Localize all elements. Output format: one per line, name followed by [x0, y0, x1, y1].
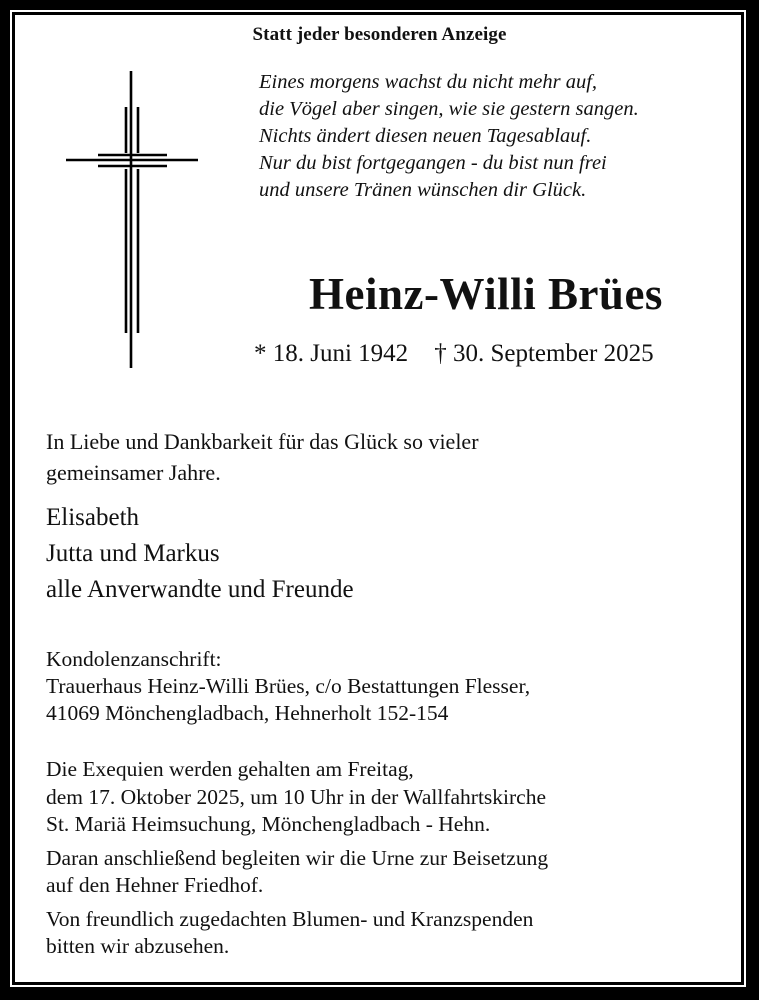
birth-date: * 18. Juni 1942 — [254, 340, 409, 367]
dedication-line: gemeinsamer Jahre. — [46, 460, 221, 485]
flowers-line: Von freundlich zugedachten Blumen- und Kranzspenden — [46, 906, 534, 931]
life-dates — [254, 340, 654, 368]
memorial-poem — [259, 69, 639, 204]
exequies-paragraph — [46, 756, 548, 839]
poem-line: die Vögel aber singen, wie sie gestern sangen. — [259, 98, 639, 120]
exequies-line: Die Exequien werden gehalten am Freitag, — [46, 757, 414, 781]
burial-line: Daran anschließend begleiten wir die Urne zur Beisetzung — [46, 845, 549, 870]
condolence-line: Trauerhaus Heinz-Willi Brües, c/o Bestattungen Flesser, — [46, 674, 531, 698]
dedication-line: In Liebe und Dankbarkeit für das Glück so vieler — [46, 429, 479, 454]
exequies-line: dem 17. Oktober 2025, um 10 Uhr in der Wallfahrtskirche — [46, 784, 547, 809]
service-info — [46, 756, 548, 967]
mourners-list — [46, 500, 354, 608]
burial-paragraph — [46, 845, 548, 900]
burial-line: auf den Hehner Friedhof. — [46, 873, 264, 897]
condolence-line: 41069 Mönchengladbach, Hehnerholt 152-154 — [46, 701, 449, 725]
mourner-name: Jutta und Markus — [46, 540, 220, 567]
exequies-line: St. Mariä Heimsuchung, Mönchengladbach - Hehn. — [46, 812, 491, 836]
condolence-address — [46, 646, 530, 727]
poem-line: Nichts ändert diesen neuen Tagesablauf. — [259, 125, 592, 147]
flowers-paragraph — [46, 906, 548, 961]
mourner-name: Elisabeth — [46, 504, 140, 531]
mourner-name: alle Anverwandte und Freunde — [46, 576, 354, 603]
poem-line: und unsere Tränen wünschen dir Glück. — [259, 179, 587, 201]
dedication-text — [46, 426, 479, 488]
notice-heading: Statt jeder besonderen Anzeige — [252, 24, 507, 45]
poem-line: Nur du bist fortgegangen - du bist nun frei — [259, 152, 607, 174]
death-date: † 30. September 2025 — [434, 340, 654, 367]
deceased-name: Heinz-Willi Brües — [309, 269, 663, 319]
condolence-label: Kondolenzanschrift: — [46, 647, 222, 671]
cross-icon — [60, 66, 205, 376]
poem-line: Eines morgens wachst du nicht mehr auf, — [259, 71, 598, 93]
flowers-line: bitten wir abzusehen. — [46, 934, 230, 958]
